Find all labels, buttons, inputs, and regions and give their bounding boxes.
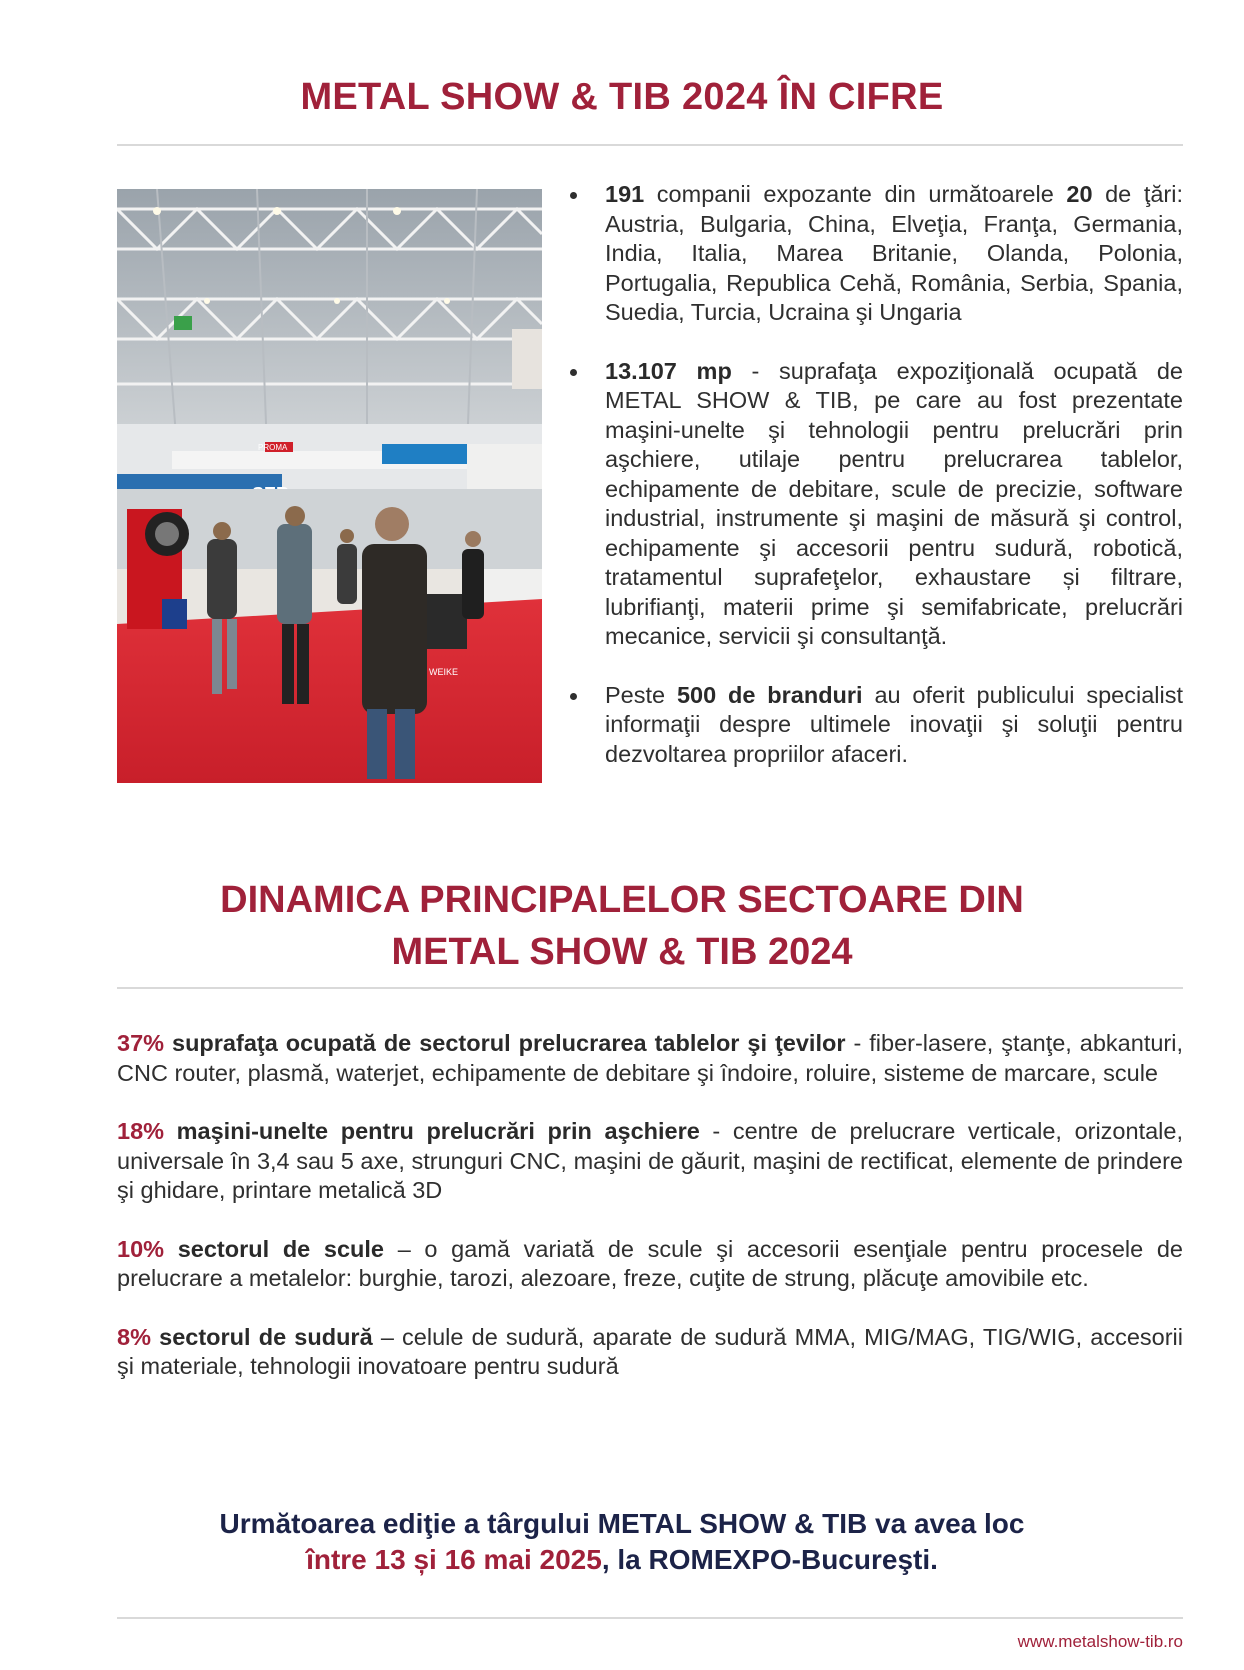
website-link[interactable]: www.metalshow-tib.ro xyxy=(1017,1632,1183,1651)
page-title: METAL SHOW & TIB 2024 ÎN CIFRE xyxy=(300,76,944,118)
bag-print: WEIKE xyxy=(429,667,459,677)
section-divider xyxy=(117,987,1183,989)
bullet-brands: Peste 500 de branduri au oferit publicului specialist informaţii despre ultimele inovaţii şi soluţii pentru dezvoltarea propriilor afaceri. xyxy=(570,681,1183,770)
sectors-list xyxy=(117,1029,1183,1411)
key-figures-list xyxy=(570,180,1183,798)
sector-item: 10% sectorul de scule – o gamă variată de scule şi accesorii esenţiale pentru procesele de prelucrare a metalelor: burghie, tarozi, alezoare, freze, cuţite de strung, plăcuţe amovibile etc. xyxy=(117,1235,1183,1291)
exhibition-hall-photo xyxy=(117,189,542,783)
banner-sign: PROMA xyxy=(258,443,288,452)
section-title: DINAMICA PRINCIPALELOR SECTOARE DIN METAL SHOW & TIB 2024 xyxy=(220,879,1024,973)
next-edition-note: Următoarea ediţie a târgului METAL SHOW & TIB va avea loc între 13 și 16 mai 2025, la ROMEXPO-Bucureşti. xyxy=(219,1508,1025,1575)
bullet-exhibitors: 191 companii expozante din următoarele 20 de ţări: Austria, Bulgaria, China, Elveţia, Franţa, Germania, India, Italia, Marea Britanie, Olanda, Polonia, Portugalia, Republica Cehă, România, Serbia, Spania, Suedia, Turcia, Ucraina şi Ungaria xyxy=(570,180,1183,328)
bullet-area: 13.107 mp - suprafaţa expoziţională ocupată de METAL SHOW & TIB, pe care au fost prezentate maşini-unelte şi tehnologii pentru prelucrări prin aşchiere, utilaje pentru prelucrarea tablelor, echipamente de debitare, scule de precizie, software industrial, instrumente şi maşini de măsură şi control, echipamente şi accesorii pentru sudură, robotică, tratamentul suprafeţelor, exhaustare și filtrare, lubrifianţi, materii prime şi semifabricate, prelucrări mecanice, servicii şi consultanţă. xyxy=(570,357,1183,652)
title-divider xyxy=(117,144,1183,146)
sector-item: 18% maşini-unelte pentru prelucrări prin aşchiere - centre de prelucrare verticale, orizontale, universale în 3,4 sau 5 axe, strunguri CNC, maşini de găurit, maşini de rectificat, elemente de prindere şi ghidare, printare metalică 3D xyxy=(117,1118,1183,1203)
sector-item: 37% suprafaţa ocupată de sectorul prelucrarea tablelor şi ţevilor - fiber-lasere, ştanţe, abkanturi, CNC router, plasmă, waterjet, echipamente de debitare şi îndoire, roluire, sisteme de marcare, scule xyxy=(117,1030,1183,1086)
footer-divider xyxy=(117,1617,1183,1619)
sector-item: 8% sectorul de sudură – celule de sudură, aparate de sudură MMA, MIG/MAG, TIG/WIG, accesorii şi materiale, tehnologii inovatoare pentru sudură xyxy=(117,1323,1183,1379)
